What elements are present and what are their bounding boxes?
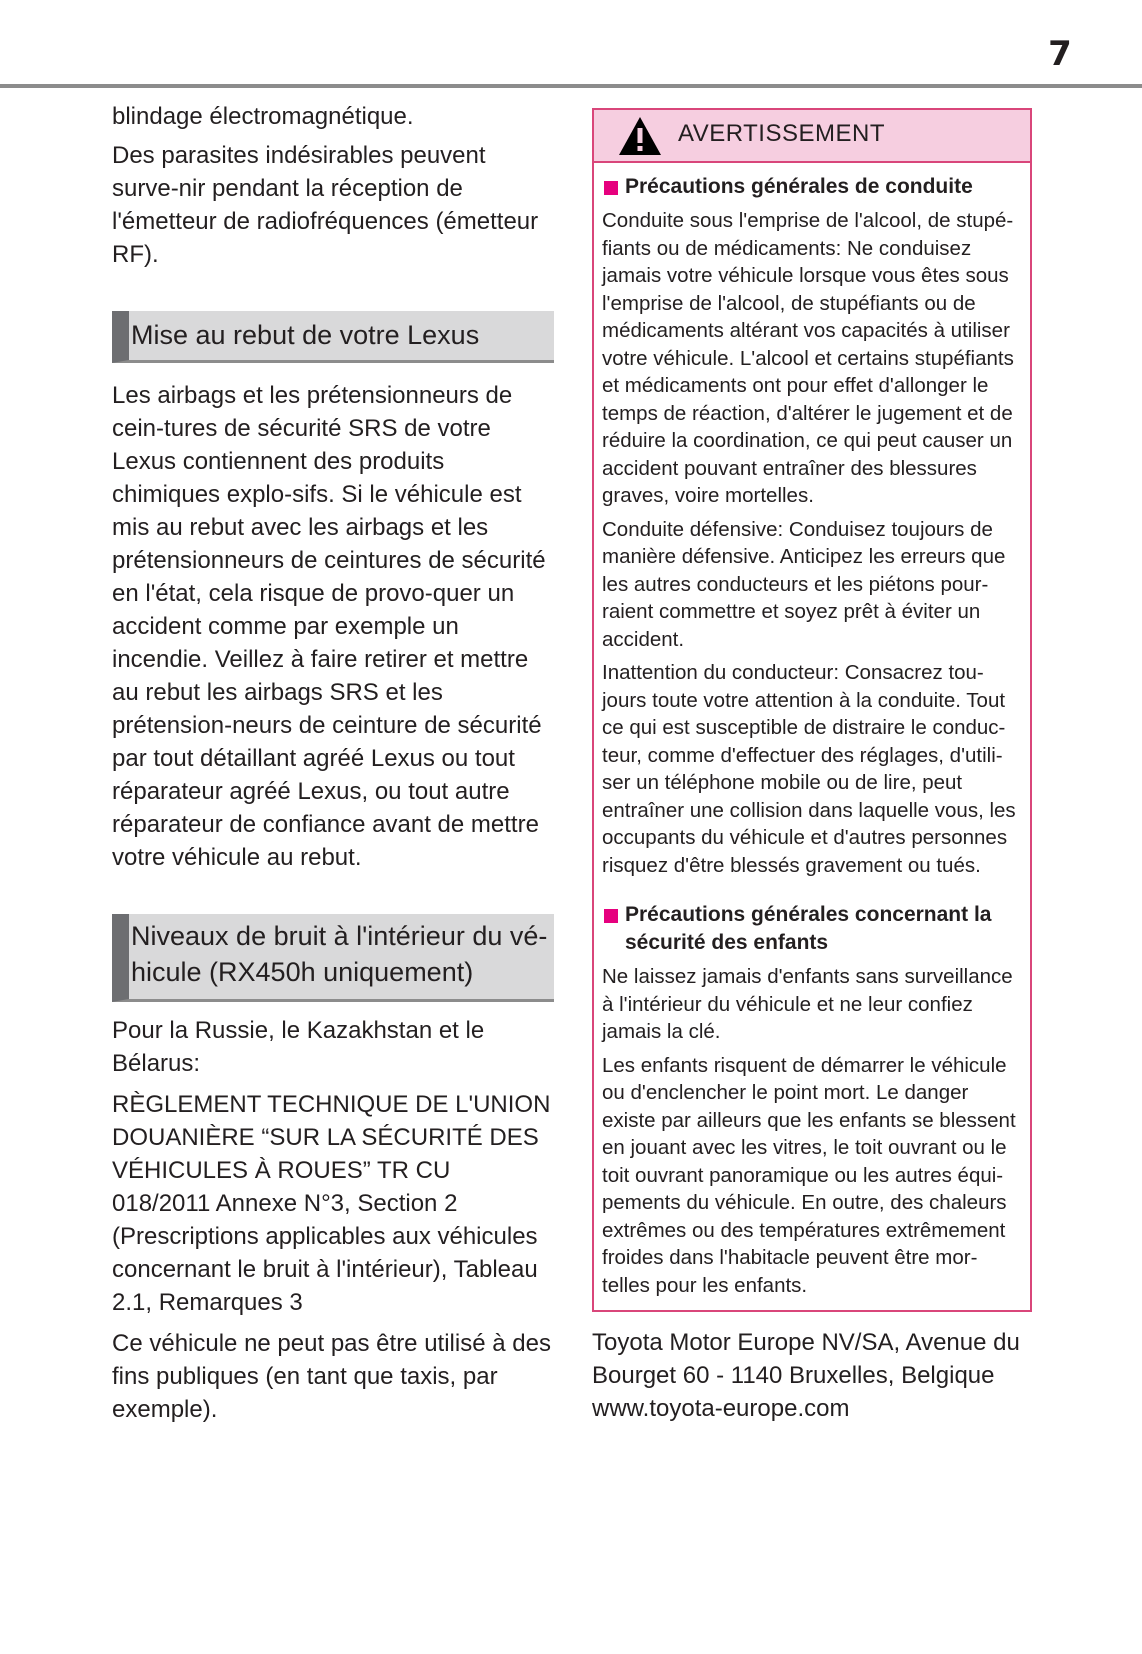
subheading-child-safety (602, 901, 1022, 957)
intro-paragraph: Des parasites indésirables peuvent surve-nir pendant la réception de l'émetteur de radiofréquences (émetteur RF). (112, 142, 539, 268)
section-heading-disposal (112, 311, 554, 363)
section-heading-noise-line1: Niveaux de bruit à l'intérieur du vé- (131, 921, 548, 951)
subheading-driving-text: Précautions générales de conduite (625, 175, 973, 198)
warning-body (594, 163, 1030, 1299)
driving-paragraph-inattention: Inattention du conducteur: Consacrez tou-jours toute votre attention à la conduite. Tout ce qui est susceptible de distraire le conduc-teur, comme d'effectuer des réglages, d'utili-ser un téléphone mobile ou de lire, peut entraîner une collision dans laquelle vous, les occupants du véhicule et d'autres personnes risquez d'être blessés gravement ou tués. (602, 661, 1016, 877)
manufacturer-address (592, 1326, 1042, 1425)
noise-paragraph-3: Ce véhicule ne peut pas être utilisé à des fins publiques (en tant que taxis, par exemple). (112, 1330, 551, 1423)
warning-title: AVERTISSEMENT (678, 120, 885, 147)
noise-paragraph-1: Pour la Russie, le Kazakhstan et le Bélarus: (112, 1017, 485, 1077)
warning-header (594, 110, 1030, 163)
pink-square-bullet-icon (604, 181, 618, 195)
warning-triangle-icon (618, 116, 662, 156)
driving-paragraph-defensive: Conduite défensive: Conduisez toujours de manière défensive. Anticipez les erreurs que les autres conducteurs et les piétons pour-raient commettre et soyez prêt à éviter un accident. (602, 517, 1006, 651)
subheading-child-safety-text: Précautions générales concernant la sécurité des enfants (625, 903, 992, 954)
noise-paragraph-2: RÈGLEMENT TECHNIQUE DE L'UNION DOUANIÈRE “SUR LA SÉCURITÉ DES VÉHICULES À ROUES” TR CU 018/2011 Annexe N°3, Section 2 (Prescriptions applicables aux véhicules concernant le bruit à l'intérieur), Tableau 2.1, Remarques 3 (112, 1091, 551, 1316)
disposal-paragraph: Les airbags et les prétensionneurs de cein-tures de sécurité SRS de votre Lexus contiennent des produits chimiques explo-sifs. Si le véhicule est mis au rebut avec les airbags et les prétensionneurs de ceintures de sécurité en l'état, cela risque de provo-quer un accident comme par exemple un incendie. Veillez à faire retirer et mettre au rebut les airbags SRS et les prétension-neurs de ceinture de sécurité par tout détaillant agréé Lexus ou tout réparateur agréé Lexus, ou tout autre réparateur de confiance avant de mettre votre véhicule au rebut. (112, 382, 546, 871)
child-paragraph-2: Les enfants risquent de démarrer le véhicule ou d'enclencher le point mort. Le danger existe par ailleurs que les enfants se blessent en jouant avec les vitres, le toit ouvrant ou le toit ouvrant panoramique ou les autres équi-pements du véhicule. En outre, des chaleurs extrêmes ou des températures extrêmement froides dans l'habitacle peuvent être mor-telles pour les enfants. (602, 1053, 1016, 1297)
intro-line-1: blindage électromagnétique. (112, 103, 414, 130)
website-url: www.toyota-europe.com (592, 1395, 850, 1422)
subheading-driving (602, 173, 1022, 201)
driving-paragraph-alcohol: Conduite sous l'emprise de l'alcool, de stupé-fiants ou de médicaments: Ne conduisez jamais votre véhicule lorsque vous êtes sous l'emprise de l'alcool, de stupéfiants ou de médicaments altérant vos capacités à utiliser votre véhicule. L'alcool et certains stupéfiants et médicaments ont pour effet d'allonger le temps de réaction, d'altérer le jugement et de réduire la coordination, ce qui peut causer un accident pouvant entraîner des blessures graves, voire mortelles. (602, 209, 1014, 507)
section-heading-noise (112, 914, 554, 1002)
page-number: 7 (1048, 34, 1072, 74)
warning-box (592, 108, 1032, 1312)
section-heading-noise-line2: hicule (RX450h uniquement) (131, 957, 474, 987)
child-paragraph-1: Ne laissez jamais d'enfants sans surveillance à l'intérieur du véhicule et ne leur confiez jamais la clé. (602, 965, 1013, 1043)
address-line-1: Toyota Motor Europe NV/SA, Avenue du (592, 1329, 1020, 1356)
section-heading-disposal-text: Mise au rebut de votre Lexus (131, 320, 480, 350)
left-column (112, 100, 554, 1434)
header-divider (0, 84, 1142, 88)
pink-square-bullet-icon (604, 909, 618, 923)
address-line-2: Bourget 60 - 1140 Bruxelles, Belgique (592, 1362, 995, 1389)
